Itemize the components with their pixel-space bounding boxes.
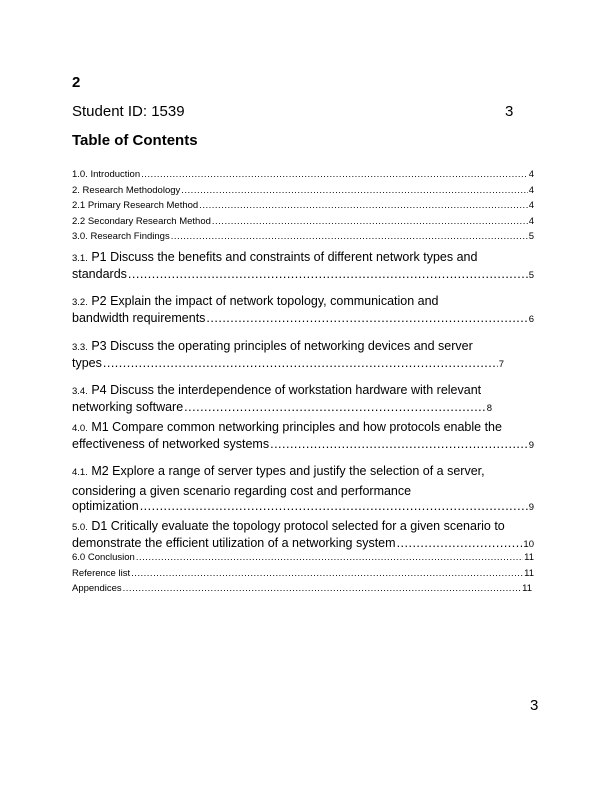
toc-leader-dots bbox=[141, 170, 528, 180]
toc-entry-page: 11 bbox=[524, 552, 534, 563]
toc-leader-dots bbox=[206, 312, 527, 325]
toc-leader-dots bbox=[181, 186, 527, 196]
toc-entry-number: 3.2. bbox=[72, 297, 88, 308]
toc-entry-page: 5 bbox=[528, 231, 534, 242]
toc-entry-title: 6.0 Conclusion bbox=[72, 552, 135, 563]
toc-entry-d1[interactable] bbox=[72, 517, 534, 550]
toc-entry-page: 4 bbox=[528, 200, 534, 211]
toc-entry-title: 3.0. Research Findings bbox=[72, 231, 170, 242]
toc-entry-p1[interactable] bbox=[72, 248, 534, 281]
toc-entry-research-methodology[interactable] bbox=[72, 186, 534, 202]
toc-entry-appendices[interactable] bbox=[72, 584, 532, 600]
toc-entry-page: 4 bbox=[528, 215, 534, 227]
toc-entry-secondary-research[interactable] bbox=[72, 217, 534, 233]
toc-entry-number: 5.0. bbox=[72, 521, 88, 533]
toc-entry-number: 3.3. bbox=[72, 341, 88, 353]
toc-entry-p2[interactable] bbox=[72, 292, 534, 325]
toc-entry-line bbox=[72, 381, 534, 401]
toc-entry-title-cont: standards bbox=[72, 266, 127, 281]
table-of-contents bbox=[72, 170, 534, 600]
toc-entry-page: 5 bbox=[528, 269, 534, 281]
toc-entry-number: 4.1. bbox=[72, 467, 88, 478]
toc-entry-line bbox=[72, 248, 534, 268]
toc-entry-line bbox=[72, 462, 534, 482]
toc-entry-number: 3.4. bbox=[72, 386, 88, 397]
toc-entry-title: P2 Explain the impact of network topology, communication and bbox=[87, 294, 439, 308]
toc-entry-m2[interactable] bbox=[72, 462, 534, 513]
toc-entry-title: M1 Compare common networking principles and how protocols enable the bbox=[87, 419, 502, 434]
toc-title: Table of Contents bbox=[72, 132, 198, 149]
page-number-bottom: 3 bbox=[530, 697, 539, 714]
student-id: Student ID: 1539 bbox=[72, 103, 185, 120]
toc-entry-reference-list[interactable] bbox=[72, 569, 534, 585]
toc-leader-dots bbox=[184, 401, 486, 414]
toc-entry-page: 9 bbox=[528, 439, 534, 451]
toc-entry-page: 6 bbox=[528, 314, 534, 325]
toc-leader-dots bbox=[103, 357, 498, 370]
toc-entry-title: 1.0. Introduction bbox=[72, 169, 141, 180]
toc-leader-dots bbox=[140, 500, 528, 513]
toc-leader-dots bbox=[397, 537, 523, 550]
toc-leader-dots bbox=[131, 569, 523, 579]
toc-entry-title-cont: demonstrate the efficient utilization of a networking system bbox=[72, 535, 396, 550]
toc-entry-p4[interactable] bbox=[72, 381, 534, 414]
toc-entry-title: D1 Critically evaluate the topology protocol selected for a given scenario to bbox=[87, 518, 505, 533]
toc-leader-dots bbox=[270, 438, 528, 451]
toc-entry-title: P3 Discuss the operating principles of networking devices and server bbox=[87, 338, 473, 353]
toc-entry-introduction[interactable] bbox=[72, 170, 534, 186]
toc-entry-title-cont: networking software bbox=[72, 400, 184, 414]
toc-entry-number: 3.1. bbox=[72, 252, 88, 264]
toc-entry-research-findings[interactable] bbox=[72, 232, 534, 248]
toc-entry-title: M2 Explore a range of server types and justify the selection of a server, bbox=[87, 464, 485, 478]
toc-entry-page: 4 bbox=[528, 184, 534, 196]
header-page-number: 3 bbox=[505, 103, 514, 120]
toc-entry-conclusion[interactable] bbox=[72, 553, 534, 569]
toc-entry-m1[interactable] bbox=[72, 418, 534, 451]
toc-entry-line bbox=[72, 337, 534, 357]
toc-entry-primary-research[interactable] bbox=[72, 201, 534, 217]
toc-entry-page: 11 bbox=[522, 583, 532, 594]
toc-entry-title: Appendices bbox=[72, 583, 122, 594]
toc-entry-p3[interactable] bbox=[72, 337, 534, 370]
toc-entry-page: 8 bbox=[486, 403, 492, 414]
toc-entry-page: 4 bbox=[528, 169, 534, 180]
toc-entry-number: 4.0. bbox=[72, 422, 88, 434]
toc-entry-page: 11 bbox=[524, 567, 534, 579]
toc-entry-title-cont: bandwidth requirements bbox=[72, 311, 206, 325]
toc-entry-title-cont: effectiveness of networked systems bbox=[72, 436, 270, 451]
toc-entry-line bbox=[72, 292, 534, 312]
toc-leader-dots bbox=[212, 217, 528, 227]
toc-entry-line bbox=[72, 517, 534, 537]
toc-leader-dots bbox=[171, 232, 528, 242]
toc-entry-title: P1 Discuss the benefits and constraints of different network types and bbox=[87, 249, 478, 264]
toc-entry-page: 7 bbox=[498, 358, 504, 370]
toc-leader-dots bbox=[136, 553, 523, 563]
toc-entry-page: 10 bbox=[523, 538, 534, 550]
toc-entry-title: 2.1 Primary Research Method bbox=[72, 200, 199, 211]
toc-entry-title-cont: optimization bbox=[72, 499, 139, 513]
toc-entry-page: 9 bbox=[528, 502, 534, 513]
toc-entry-title-cont: types bbox=[72, 355, 102, 370]
toc-entry-line bbox=[72, 418, 534, 438]
toc-entry-title: 2.2 Secondary Research Method bbox=[72, 215, 211, 227]
toc-entry-title: 2. Research Methodology bbox=[72, 184, 181, 196]
toc-entry-title: P4 Discuss the interdependence of workstation hardware with relevant bbox=[87, 383, 482, 397]
page-number-top: 2 bbox=[72, 74, 81, 91]
toc-leader-dots bbox=[199, 201, 528, 211]
toc-leader-dots bbox=[123, 584, 521, 594]
toc-entry-title: Reference list bbox=[72, 567, 131, 579]
toc-entry-title-cont: considering a given scenario regarding cost and performance bbox=[72, 484, 412, 498]
toc-leader-dots bbox=[128, 268, 528, 281]
